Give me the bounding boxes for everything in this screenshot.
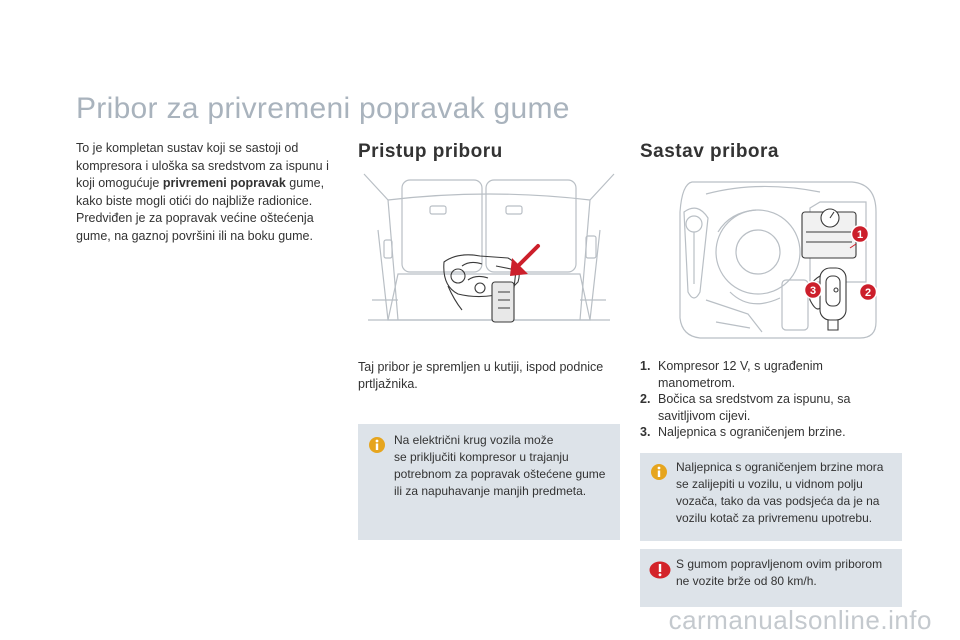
list-text-line: manometrom. bbox=[658, 376, 736, 390]
kit-info-box bbox=[640, 453, 902, 541]
list-number: 1. bbox=[640, 359, 651, 373]
list-text bbox=[658, 358, 823, 392]
info-line: Naljepnica s ograničenjem brzine mora bbox=[676, 460, 884, 474]
list-text bbox=[658, 424, 846, 441]
info-line: se zalijepiti u vozilu, u vidnom polju bbox=[676, 477, 863, 491]
info-line: se priključiti kompresor u trajanju bbox=[394, 450, 569, 464]
access-info-box bbox=[358, 424, 620, 540]
intro-line: kako biste mogli otići do najbliže radionice. bbox=[76, 193, 313, 208]
intro-line: To je kompletan sustav koji se sastoji od bbox=[76, 141, 299, 155]
info-line: vozača, tako da vas podsjeća da je na bbox=[676, 494, 880, 508]
callout-1-label: 1 bbox=[856, 229, 864, 241]
kit-illustration bbox=[670, 172, 890, 344]
callout-2-label: 2 bbox=[864, 287, 872, 299]
list-text-line: Kompresor 12 V, s ugrađenim bbox=[658, 359, 823, 373]
info-icon bbox=[650, 463, 668, 486]
info-line: Na električni krug vozila može bbox=[394, 433, 554, 447]
info-line: vozilu kotač za privremenu upotrebu. bbox=[676, 511, 873, 525]
warning-line: S gumom popravljenom ovim priborom bbox=[676, 557, 883, 571]
list-text-line: Bočica sa sredstvom za ispunu, sa bbox=[658, 392, 851, 406]
list-item bbox=[640, 358, 910, 392]
list-item bbox=[640, 391, 910, 425]
intro-text: koji omogućuje bbox=[76, 176, 163, 190]
info-icon bbox=[368, 436, 386, 459]
list-item bbox=[640, 424, 910, 441]
trunk-illustration bbox=[358, 170, 620, 330]
intro-line: kompresora i uloška sa sredstvom za ispunu i bbox=[76, 158, 329, 173]
list-text bbox=[658, 391, 850, 425]
intro-line: gume, na gaznoj površini ili na boku gume. bbox=[76, 228, 313, 243]
intro-paragraph bbox=[76, 140, 346, 245]
info-line: potrebnom za popravak oštećene gume bbox=[394, 467, 606, 481]
list-text-line: savitljivom cijevi. bbox=[658, 409, 751, 423]
list-number: 2. bbox=[640, 392, 651, 406]
access-text-line: Taj pribor je spremljen u kutiji, ispod podnice bbox=[358, 360, 604, 374]
intro-bold-text: privremeni popravak bbox=[162, 176, 286, 190]
intro-line: Predviđen je za popravak većine oštećenja bbox=[76, 211, 314, 225]
access-heading: Pristup priboru bbox=[358, 141, 503, 162]
kit-heading: Sastav pribora bbox=[640, 141, 779, 162]
kit-warning-box bbox=[640, 549, 902, 607]
list-number: 3. bbox=[640, 425, 651, 439]
access-text bbox=[358, 359, 620, 393]
intro-line bbox=[76, 175, 346, 193]
warning-icon bbox=[649, 561, 671, 584]
warning-line: ne vozite brže od 80 km/h. bbox=[676, 574, 817, 588]
watermark: carmanualsonline.info bbox=[668, 605, 932, 635]
access-text-line: prtljažnika. bbox=[358, 377, 418, 391]
list-text-line: Naljepnica s ograničenjem brzine. bbox=[658, 425, 846, 439]
callout-3-label: 3 bbox=[809, 285, 817, 297]
intro-text: gume, bbox=[285, 176, 325, 190]
info-line: ili za napuhavanje manjih predmeta. bbox=[394, 484, 587, 498]
page-title: Pribor za privremeni popravak gume bbox=[76, 92, 570, 125]
